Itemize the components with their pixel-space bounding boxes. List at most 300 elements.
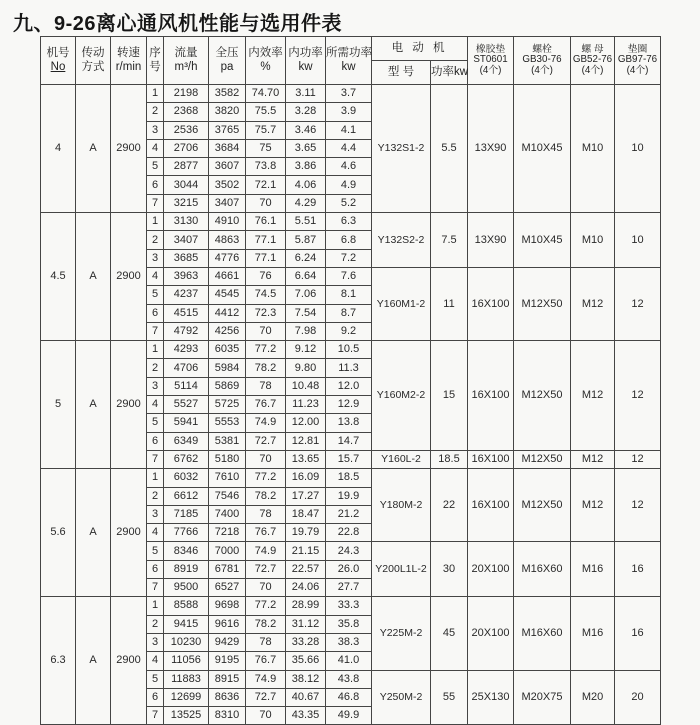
internal-power-cell: 35.66 xyxy=(286,652,326,670)
efficiency-cell: 78 xyxy=(246,633,286,651)
fan-no-cell: 4 xyxy=(41,85,76,213)
seq-cell: 3 xyxy=(147,249,164,267)
header-pressure-line2: pa xyxy=(220,60,234,73)
efficiency-cell: 77.1 xyxy=(246,231,286,249)
header-rubber-pad xyxy=(468,37,514,85)
required-power-cell: 5.2 xyxy=(326,194,372,212)
motor-model-cell: Y160L-2 xyxy=(372,450,431,468)
header-rubber-pad-line1: 橡胶垫 xyxy=(475,43,506,55)
required-power-cell: 12.0 xyxy=(326,377,372,395)
header-efficiency xyxy=(246,37,286,85)
internal-power-cell: 21.15 xyxy=(286,542,326,560)
header-fan-no-line2: No xyxy=(50,60,66,73)
header-internal-power xyxy=(286,37,326,85)
drive-cell: A xyxy=(76,213,111,341)
efficiency-cell: 70 xyxy=(246,450,286,468)
nut-cell: M10 xyxy=(571,85,615,213)
flow-cell: 9415 xyxy=(164,615,209,633)
internal-power-cell: 10.48 xyxy=(286,377,326,395)
pressure-cell: 5553 xyxy=(209,414,246,432)
flow-cell: 7185 xyxy=(164,505,209,523)
flow-cell: 8588 xyxy=(164,597,209,615)
motor-model-cell: Y200L1L-2 xyxy=(372,542,431,597)
internal-power-cell: 7.06 xyxy=(286,286,326,304)
flow-cell: 3130 xyxy=(164,213,209,231)
efficiency-cell: 78.2 xyxy=(246,359,286,377)
flow-cell: 4706 xyxy=(164,359,209,377)
seq-cell: 5 xyxy=(147,158,164,176)
drive-cell: A xyxy=(76,341,111,469)
seq-cell: 6 xyxy=(147,432,164,450)
internal-power-cell: 19.79 xyxy=(286,524,326,542)
header-fan-no-line1: 机号 xyxy=(46,46,70,59)
efficiency-cell: 76 xyxy=(246,267,286,285)
efficiency-cell: 78 xyxy=(246,377,286,395)
flow-cell: 12699 xyxy=(164,688,209,706)
speed-cell: 2900 xyxy=(111,597,147,725)
flow-cell: 3407 xyxy=(164,231,209,249)
seq-cell: 6 xyxy=(147,560,164,578)
efficiency-cell: 74.9 xyxy=(246,542,286,560)
table-row xyxy=(41,469,661,487)
seq-cell: 3 xyxy=(147,633,164,651)
header-efficiency-line2: % xyxy=(260,60,271,73)
internal-power-cell: 9.12 xyxy=(286,341,326,359)
motor-model-cell: Y160M1-2 xyxy=(372,267,431,340)
fan-no-cell: 6.3 xyxy=(41,597,76,725)
bolt-cell: M10X45 xyxy=(514,213,571,268)
header-speed-line1: 转速 xyxy=(117,46,140,59)
seq-cell: 4 xyxy=(147,524,164,542)
required-power-cell: 7.6 xyxy=(326,267,372,285)
pressure-cell: 5984 xyxy=(209,359,246,377)
internal-power-cell: 12.81 xyxy=(286,432,326,450)
flow-cell: 3044 xyxy=(164,176,209,194)
pressure-cell: 7546 xyxy=(209,487,246,505)
seq-cell: 2 xyxy=(147,487,164,505)
efficiency-cell: 70 xyxy=(246,194,286,212)
pressure-cell: 7400 xyxy=(209,505,246,523)
flow-cell: 6612 xyxy=(164,487,209,505)
header-nut-line2: GB52-76 xyxy=(572,54,613,66)
required-power-cell: 18.5 xyxy=(326,469,372,487)
pressure-cell: 9429 xyxy=(209,633,246,651)
bolt-cell: M12X50 xyxy=(514,450,571,468)
speed-cell: 2900 xyxy=(111,469,147,597)
efficiency-cell: 72.7 xyxy=(246,688,286,706)
required-power-cell: 26.0 xyxy=(326,560,372,578)
washer-cell: 12 xyxy=(615,469,661,542)
header-speed xyxy=(111,37,147,85)
header-washer-line2: GB97-76 xyxy=(617,54,658,66)
internal-power-cell: 18.47 xyxy=(286,505,326,523)
internal-power-cell: 3.46 xyxy=(286,121,326,139)
motor-power-cell: 7.5 xyxy=(431,213,468,268)
speed-cell: 2900 xyxy=(111,85,147,213)
header-bolt-line1: 螺栓 xyxy=(532,43,552,55)
seq-cell: 1 xyxy=(147,469,164,487)
internal-power-cell: 11.23 xyxy=(286,396,326,414)
pressure-cell: 5725 xyxy=(209,396,246,414)
flow-cell: 11883 xyxy=(164,670,209,688)
seq-cell: 4 xyxy=(147,267,164,285)
pressure-cell: 3820 xyxy=(209,103,246,121)
efficiency-cell: 76.7 xyxy=(246,396,286,414)
motor-power-cell: 30 xyxy=(431,542,468,597)
pressure-cell: 8310 xyxy=(209,707,246,725)
bolt-cell: M12X50 xyxy=(514,341,571,451)
efficiency-cell: 70 xyxy=(246,707,286,725)
efficiency-cell: 77.2 xyxy=(246,597,286,615)
pressure-cell: 9698 xyxy=(209,597,246,615)
required-power-cell: 21.2 xyxy=(326,505,372,523)
efficiency-cell: 74.70 xyxy=(246,85,286,103)
flow-cell: 2877 xyxy=(164,158,209,176)
flow-cell: 13525 xyxy=(164,707,209,725)
header-drive xyxy=(76,37,111,85)
efficiency-cell: 76.1 xyxy=(246,213,286,231)
pressure-cell: 5381 xyxy=(209,432,246,450)
flow-cell: 3215 xyxy=(164,194,209,212)
bolt-cell: M16X60 xyxy=(514,542,571,597)
seq-cell: 7 xyxy=(147,707,164,725)
nut-cell: M12 xyxy=(571,469,615,542)
bolt-cell: M12X50 xyxy=(514,469,571,542)
flow-cell: 5114 xyxy=(164,377,209,395)
header-required-power-line1: 所需功率 xyxy=(326,46,372,59)
internal-power-cell: 31.12 xyxy=(286,615,326,633)
internal-power-cell: 16.09 xyxy=(286,469,326,487)
pressure-cell: 7218 xyxy=(209,524,246,542)
seq-cell: 7 xyxy=(147,194,164,212)
table-row xyxy=(41,213,661,231)
fan-no-cell: 5 xyxy=(41,341,76,469)
header-drive-line1: 传动 xyxy=(81,46,105,59)
fan-no-cell: 5.6 xyxy=(41,469,76,597)
internal-power-cell: 6.64 xyxy=(286,267,326,285)
header-pressure-line1: 全压 xyxy=(215,46,239,59)
seq-cell: 5 xyxy=(147,414,164,432)
required-power-cell: 11.3 xyxy=(326,359,372,377)
internal-power-cell: 3.86 xyxy=(286,158,326,176)
flow-cell: 11056 xyxy=(164,652,209,670)
header-required-power-line2: kw xyxy=(341,60,356,73)
efficiency-cell: 74.9 xyxy=(246,414,286,432)
required-power-cell: 38.3 xyxy=(326,633,372,651)
internal-power-cell: 7.98 xyxy=(286,322,326,340)
washer-cell: 16 xyxy=(615,542,661,597)
bolt-cell: M20X75 xyxy=(514,670,571,725)
flow-cell: 4792 xyxy=(164,322,209,340)
table-row xyxy=(41,85,661,103)
nut-cell: M12 xyxy=(571,341,615,451)
flow-cell: 10230 xyxy=(164,633,209,651)
header-washer-line3: (4个) xyxy=(626,64,649,76)
header-bolt-line2: GB30-76 xyxy=(522,54,562,66)
pressure-cell: 8636 xyxy=(209,688,246,706)
table-body xyxy=(41,85,661,725)
header-drive-line2: 方式 xyxy=(81,60,105,73)
required-power-cell: 4.1 xyxy=(326,121,372,139)
motor-power-cell: 22 xyxy=(431,469,468,542)
required-power-cell: 14.7 xyxy=(326,432,372,450)
header-bolt-line3: (4个) xyxy=(531,64,553,76)
seq-cell: 6 xyxy=(147,176,164,194)
rubber-pad-cell: 20X100 xyxy=(468,542,514,597)
header-rubber-pad-line2: ST0601 xyxy=(473,54,508,66)
header-flow xyxy=(164,37,209,85)
flow-cell: 8919 xyxy=(164,560,209,578)
required-power-cell: 49.9 xyxy=(326,707,372,725)
speed-cell: 2900 xyxy=(111,341,147,469)
drive-cell: A xyxy=(76,597,111,725)
bolt-cell: M10X45 xyxy=(514,85,571,213)
motor-power-cell: 5.5 xyxy=(431,85,468,213)
flow-cell: 2536 xyxy=(164,121,209,139)
flow-cell: 6762 xyxy=(164,450,209,468)
pressure-cell: 7610 xyxy=(209,469,246,487)
washer-cell: 12 xyxy=(615,341,661,451)
seq-cell: 5 xyxy=(147,670,164,688)
required-power-cell: 4.9 xyxy=(326,176,372,194)
header-rubber-pad-line3: (4个) xyxy=(479,64,502,76)
required-power-cell: 8.1 xyxy=(326,286,372,304)
internal-power-cell: 3.28 xyxy=(286,103,326,121)
rubber-pad-cell: 16X100 xyxy=(468,341,514,451)
pressure-cell: 4776 xyxy=(209,249,246,267)
flow-cell: 3963 xyxy=(164,267,209,285)
internal-power-cell: 4.06 xyxy=(286,176,326,194)
flow-cell: 2706 xyxy=(164,139,209,157)
header-flow-line2: m³/h xyxy=(174,60,198,73)
internal-power-cell: 40.67 xyxy=(286,688,326,706)
nut-cell: M10 xyxy=(571,213,615,268)
seq-cell: 1 xyxy=(147,341,164,359)
nut-cell: M20 xyxy=(571,670,615,725)
pressure-cell: 9616 xyxy=(209,615,246,633)
internal-power-cell: 22.57 xyxy=(286,560,326,578)
internal-power-cell: 43.35 xyxy=(286,707,326,725)
seq-cell: 2 xyxy=(147,231,164,249)
required-power-cell: 19.9 xyxy=(326,487,372,505)
motor-model-cell: Y180M-2 xyxy=(372,469,431,542)
required-power-cell: 6.3 xyxy=(326,213,372,231)
motor-power-cell: 18.5 xyxy=(431,450,468,468)
required-power-cell: 7.2 xyxy=(326,249,372,267)
pressure-cell: 4412 xyxy=(209,304,246,322)
internal-power-cell: 33.28 xyxy=(286,633,326,651)
seq-cell: 6 xyxy=(147,688,164,706)
flow-cell: 6032 xyxy=(164,469,209,487)
required-power-cell: 24.3 xyxy=(326,542,372,560)
seq-cell: 1 xyxy=(147,597,164,615)
internal-power-cell: 24.06 xyxy=(286,579,326,597)
seq-cell: 3 xyxy=(147,505,164,523)
bolt-cell: M12X50 xyxy=(514,267,571,340)
required-power-cell: 10.5 xyxy=(326,341,372,359)
required-power-cell: 41.0 xyxy=(326,652,372,670)
header-pressure xyxy=(209,37,246,85)
required-power-cell: 3.7 xyxy=(326,85,372,103)
rubber-pad-cell: 16X100 xyxy=(468,450,514,468)
efficiency-cell: 73.8 xyxy=(246,158,286,176)
pressure-cell: 4545 xyxy=(209,286,246,304)
seq-cell: 3 xyxy=(147,377,164,395)
internal-power-cell: 7.54 xyxy=(286,304,326,322)
pressure-cell: 6781 xyxy=(209,560,246,578)
header-speed-line2: r/min xyxy=(115,60,142,73)
efficiency-cell: 75.5 xyxy=(246,103,286,121)
required-power-cell: 6.8 xyxy=(326,231,372,249)
internal-power-cell: 4.29 xyxy=(286,194,326,212)
flow-cell: 2198 xyxy=(164,85,209,103)
flow-cell: 9500 xyxy=(164,579,209,597)
seq-cell: 1 xyxy=(147,213,164,231)
motor-power-cell: 55 xyxy=(431,670,468,725)
required-power-cell: 12.9 xyxy=(326,396,372,414)
header-motor-power: 功率kw xyxy=(431,61,468,85)
internal-power-cell: 5.87 xyxy=(286,231,326,249)
rubber-pad-cell: 13X90 xyxy=(468,213,514,268)
pressure-cell: 9195 xyxy=(209,652,246,670)
efficiency-cell: 72.3 xyxy=(246,304,286,322)
pressure-cell: 3607 xyxy=(209,158,246,176)
efficiency-cell: 72.1 xyxy=(246,176,286,194)
seq-cell: 2 xyxy=(147,359,164,377)
internal-power-cell: 38.12 xyxy=(286,670,326,688)
pressure-cell: 7000 xyxy=(209,542,246,560)
internal-power-cell: 3.65 xyxy=(286,139,326,157)
flow-cell: 5527 xyxy=(164,396,209,414)
nut-cell: M16 xyxy=(571,542,615,597)
efficiency-cell: 74.5 xyxy=(246,286,286,304)
seq-cell: 6 xyxy=(147,304,164,322)
header-flow-line1: 流量 xyxy=(174,46,198,59)
required-power-cell: 3.9 xyxy=(326,103,372,121)
pressure-cell: 3502 xyxy=(209,176,246,194)
bolt-cell: M16X60 xyxy=(514,597,571,670)
header-seq-line1: 序 xyxy=(149,46,161,59)
internal-power-cell: 6.24 xyxy=(286,249,326,267)
motor-model-cell: Y132S1-2 xyxy=(372,85,431,213)
internal-power-cell: 12.00 xyxy=(286,414,326,432)
efficiency-cell: 72.7 xyxy=(246,432,286,450)
pressure-cell: 5180 xyxy=(209,450,246,468)
rubber-pad-cell: 16X100 xyxy=(468,469,514,542)
internal-power-cell: 9.80 xyxy=(286,359,326,377)
pressure-cell: 4661 xyxy=(209,267,246,285)
seq-cell: 2 xyxy=(147,615,164,633)
washer-cell: 10 xyxy=(615,85,661,213)
flow-cell: 7766 xyxy=(164,524,209,542)
nut-cell: M12 xyxy=(571,267,615,340)
washer-cell: 12 xyxy=(615,450,661,468)
seq-cell: 4 xyxy=(147,396,164,414)
required-power-cell: 43.8 xyxy=(326,670,372,688)
pressure-cell: 5869 xyxy=(209,377,246,395)
required-power-cell: 4.4 xyxy=(326,139,372,157)
seq-cell: 2 xyxy=(147,103,164,121)
motor-power-cell: 15 xyxy=(431,341,468,451)
pressure-cell: 3407 xyxy=(209,194,246,212)
header-washer-line1: 垫圈 xyxy=(627,43,648,55)
motor-power-cell: 45 xyxy=(431,597,468,670)
pressure-cell: 4863 xyxy=(209,231,246,249)
speed-cell: 2900 xyxy=(111,213,147,341)
required-power-cell: 8.7 xyxy=(326,304,372,322)
required-power-cell: 35.8 xyxy=(326,615,372,633)
rubber-pad-cell: 16X100 xyxy=(468,267,514,340)
pressure-cell: 3684 xyxy=(209,139,246,157)
header-required-power xyxy=(326,37,372,85)
flow-cell: 2368 xyxy=(164,103,209,121)
efficiency-cell: 77.2 xyxy=(246,341,286,359)
header-motor-model: 型 号 xyxy=(372,61,431,85)
flow-cell: 6349 xyxy=(164,432,209,450)
seq-cell: 5 xyxy=(147,542,164,560)
pressure-cell: 3582 xyxy=(209,85,246,103)
washer-cell: 16 xyxy=(615,597,661,670)
efficiency-cell: 76.7 xyxy=(246,524,286,542)
efficiency-cell: 77.2 xyxy=(246,469,286,487)
efficiency-cell: 72.7 xyxy=(246,560,286,578)
rubber-pad-cell: 13X90 xyxy=(468,85,514,213)
header-seq-line2: 号 xyxy=(149,60,161,73)
flow-cell: 5941 xyxy=(164,414,209,432)
washer-cell: 10 xyxy=(615,213,661,268)
header-bolt xyxy=(514,37,571,85)
header-row-1 xyxy=(41,37,661,61)
seq-cell: 7 xyxy=(147,579,164,597)
header-motor: 电 动 机 xyxy=(372,37,468,61)
efficiency-cell: 74.9 xyxy=(246,670,286,688)
efficiency-cell: 75.7 xyxy=(246,121,286,139)
flow-cell: 4293 xyxy=(164,341,209,359)
header-seq xyxy=(147,37,164,85)
pressure-cell: 4910 xyxy=(209,213,246,231)
motor-model-cell: Y132S2-2 xyxy=(372,213,431,268)
header-fan-no xyxy=(41,37,76,85)
internal-power-cell: 17.27 xyxy=(286,487,326,505)
seq-cell: 7 xyxy=(147,322,164,340)
drive-cell: A xyxy=(76,85,111,213)
header-washer xyxy=(615,37,661,85)
seq-cell: 5 xyxy=(147,286,164,304)
required-power-cell: 4.6 xyxy=(326,158,372,176)
required-power-cell: 15.7 xyxy=(326,450,372,468)
pressure-cell: 6527 xyxy=(209,579,246,597)
page-title: 九、9-26离心通风机性能与选用件表 xyxy=(13,13,343,35)
required-power-cell: 9.2 xyxy=(326,322,372,340)
nut-cell: M12 xyxy=(571,450,615,468)
seq-cell: 1 xyxy=(147,85,164,103)
seq-cell: 3 xyxy=(147,121,164,139)
efficiency-cell: 77.1 xyxy=(246,249,286,267)
internal-power-cell: 28.99 xyxy=(286,597,326,615)
flow-cell: 8346 xyxy=(164,542,209,560)
rubber-pad-cell: 25X130 xyxy=(468,670,514,725)
pressure-cell: 8915 xyxy=(209,670,246,688)
required-power-cell: 33.3 xyxy=(326,597,372,615)
required-power-cell: 27.7 xyxy=(326,579,372,597)
motor-model-cell: Y160M2-2 xyxy=(372,341,431,451)
header-internal-power-line2: kw xyxy=(298,60,313,73)
table-row xyxy=(41,597,661,615)
internal-power-cell: 5.51 xyxy=(286,213,326,231)
seq-cell: 4 xyxy=(147,652,164,670)
required-power-cell: 13.8 xyxy=(326,414,372,432)
header-nut xyxy=(571,37,615,85)
